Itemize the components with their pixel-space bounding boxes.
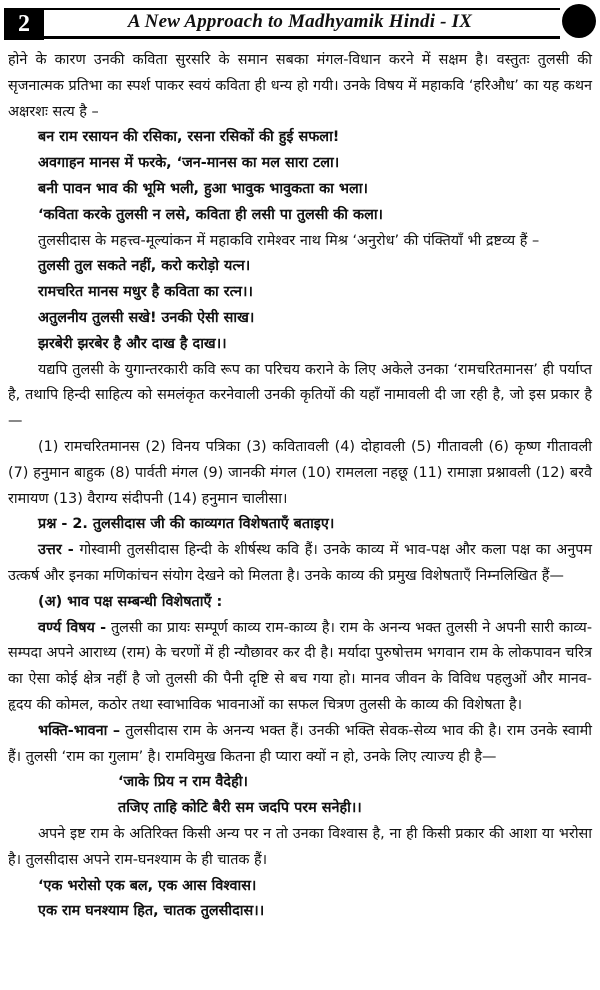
varnya-text: तुलसी का प्रायः सम्पूर्ण काव्य राम-काव्य है। राम के अनन्य भक्त तुलसी ने अपनी सारी काव्य-सम्पदा अपने आराध्य (राम) के चरणों में ही न्यौछावर कर दी है। मर्यादा पुरुषोत्तम भगवान राम के लोकपावन चरित्र का ऐसा कोई क्षेत्र नहीं है जो तुलसी की पैनी दृष्टि से बच गया हो। मानव जीवन के विविध पहलुओं और मानव-हृदय की कोमल, कठोर तथा स्वाभाविक भावनाओं का सफल चित्रण तुलसी के काव्य की विशेषता है। [8,619,593,713]
header-bullet-ornament [562,4,596,38]
bhakti-text: तुलसीदास राम के अनन्य भक्त हैं। उनकी भक्ति सेवक-सेव्य भाव की है। राम उनके स्वामी हैं। तुलसी ‘राम का गुलाम’ है। रामविमुख कितना ही प्यारा क्यों न हो, उनके लिए त्याज्य ही है— [8,722,592,765]
verse-line: ‘जाके प्रिय न राम वैदेही। [118,774,248,791]
paragraph-evaluation: तुलसीदास के महत्त्व-मूल्यांकन में महाकवि रामेश्वर नाथ मिश्र ‘अनुरोध’ की पंक्तियाँ भी द्रष्टव्य हैं – [38,232,540,249]
paragraph-works-intro: यद्यपि तुलसी के युगान्तरकारी कवि रूप का परिचय कराने के लिए अकेले उनका ‘रामचरितमानस’ ही पर्याप्त है, तथापि हिन्दी साहित्य को समलंकृत करनेवाली उनकी कृतियों की यहाँ नामावली दी जा रही है, जो इस प्रकार है— [8,361,592,430]
header-rule-bottom [40,36,560,39]
verse-hariaudh [8,125,592,228]
varnya-label: वर्ण्य विषय - [38,619,107,636]
bhakti-paragraph [8,719,592,771]
verse-line: ‘एक भरोसो एक बल, एक आस विश्वास। [38,877,257,894]
verse-tulsi [8,770,592,822]
header-rule-top [40,8,560,10]
answer-paragraph [8,538,592,590]
verse-line: बन राम रसायन की रसिका, रसना रसिकों की हुई सफला! [38,129,340,146]
verse-line: तजिए ताहि कोटि बैरी सम जदपि परम सनेही।। [118,800,362,817]
answer-text: गोस्वामी तुलसीदास हिन्दी के शीर्षस्थ कवि हैं। उनके काव्य में भाव-पक्ष और कला पक्ष का अनुपम उत्कर्ष और इनका मणिकांचन संयोग देखने को मिलता है। उनके काव्य की प्रमुख विशेषताएँ निम्नलिखित हैं— [8,542,592,584]
verse-line: तुलसी तुल सकते नहीं, करो करोड़ो यत्न। [38,258,251,275]
verse-line: बनी पावन भाव की भूमि भली, हुआ भावुक भावुकता का भला। [38,180,368,197]
bhakti-label: भक्ति-भावना – [38,722,121,739]
answer-label: उत्तर - [38,542,74,559]
page-body [8,48,592,925]
verse-line: झरबेरी झरबेर है और दाख है दाख।। [38,335,227,352]
verse-line: अतुलनीय तुलसी सखे! उनकी ऐसी साख। [38,309,255,326]
verse-line: ‘कविता करके तुलसी न लसे, कविता ही लसी पा तुलसी की कला। [38,206,384,223]
paragraph-intro: होने के कारण उनकी कविता सुरसरि के समान सबका मंगल-विधान करने में सक्षम है। वस्तुतः तुलसी की सृजनात्मक प्रतिभा का स्पर्श पाकर स्वयं कविता ही धन्य हो गयी। उनके विषय में महाकवि ‘हरिऔध’ का यह कथन अक्षरशः सत्य है – [8,52,592,120]
varnya-paragraph [8,616,592,719]
question-heading: प्रश्न - 2. तुलसीदास जी की काव्यगत विशेषताएँ बताइए। [38,516,335,533]
page-number: 2 [4,8,44,40]
section-subheading: (अ) भाव पक्ष सम्बन्धी विशेषताएँ : [38,593,223,610]
works-list: (1) रामचरितमानस (2) विनय पत्रिका (3) कवितावली (4) दोहावली (5) गीतावली (6) कृष्ण गीतावली (7) हनुमान बाहुक (8) पार्वती मंगल (9) जानकी मंगल (10) रामलला नहछू (11) रामाज्ञा प्रश्नावली (12) बरवै रामायण (13) वैराग्य संदीपनी (14) हनुमान चालीसा। [8,438,592,507]
verse-chatak [8,874,592,926]
paragraph-faith: अपने इष्ट राम के अतिरिक्त किसी अन्य पर न तो उनका विश्वास है, ना ही किसी प्रकार की आशा या भरोसा है। तुलसीदास अपने राम-घनश्याम के ही चातक हैं। [8,825,592,868]
verse-line: अवगाहन मानस में फरके, ‘जन-मानस का मल सारा टला। [38,155,340,172]
page-header [0,0,600,40]
verse-line: रामचरित मानस मधुर है कविता का रत्न।। [38,284,253,301]
verse-anurodh [8,254,592,357]
verse-line: एक राम घनश्याम हित, चातक तुलसीदास।। [38,903,265,920]
running-title: A New Approach to Madhyamik Hindi - IX [127,11,473,32]
